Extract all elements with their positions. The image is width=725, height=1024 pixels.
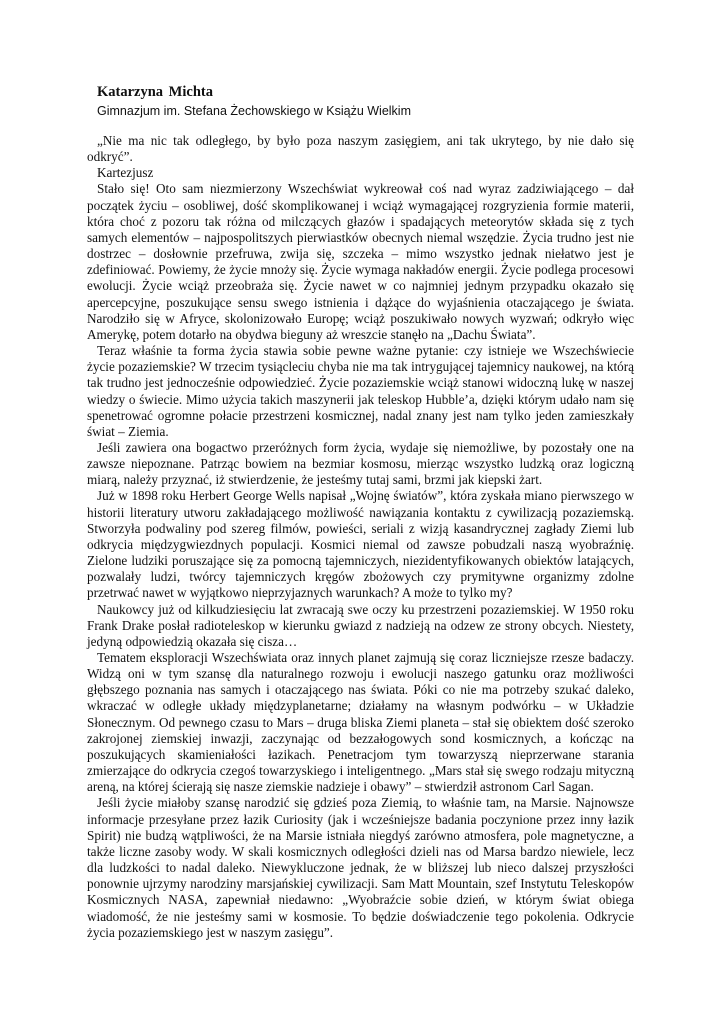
paragraph: Stało się! Oto sam niezmierzony Wszechświat wykreował coś nad wyraz zadziwiającego – dał początek życiu – osobliwej, dość skomplikowanej i wciąż wymagającej rozgryzienia formie materii, która choć z pozoru tak różna od milczących głazów i spadających meteorytów składa się z tych samych elementów – najpospolitszych pierwiastków obecnych niemal wszędzie. Życia trudno jest nie dostrzec – dosłownie przefruwa, zwija się, szczeka – mimo wszystko jednak niełatwo jest je zdefiniować. Powiemy, że życie mnoży się. Życie wymaga nakładów energii. Życie podlega procesowi ewolucji. Życie wciąż przeobraża się. Życie nawet w co najmniej jednym przypadku okazało się apercepcyjne, poszukujące sensu swego istnienia i dążące do wyjaśnienia otaczającego je świata. Narodziło się w Afryce, skolonizowało Europę; wciąż poszukiwało nowych wyzwań; odkryło więc Amerykę, potem dotarło na obydwa bieguny aż wreszcie stanęło na „Dachu Świata”. <box>87 181 634 342</box>
document-page <box>87 84 634 941</box>
author-name: Katarzyna Michta <box>97 84 213 100</box>
paragraph: Już w 1898 roku Herbert George Wells napisał „Wojnę światów”, która zyskała miano pierwszego w historii literatury utworu zakładającego możliwość nawiązania kontaktu z cywilizacją pozaziemską. Stworzyła podwaliny pod szereg filmów, powieści, seriali z wizją kasandrycznej zagłady Ziemi lub odkrycia międzygwiezdnych populacji. Kosmici niemal od zawsze pobudzali naszą wyobraźnię. Zielone ludziki poruszające się za pomocną tajemniczych, niezidentyfikowanych obiektów latających, pozwalały ludzi, twórcy tajemniczych kręgów zbożowych czy prymitywne organizmy zdolne przetrwać nawet w wyjątkowo nieprzyjaznych warunkach? A może to tylko my? <box>87 488 634 601</box>
epigraph-quote: „Nie ma nic tak odległego, by było poza naszym zasięgiem, ani tak ukrytego, by nie dało się odkryć”. <box>87 133 634 165</box>
paragraph: Jeśli życie miałoby szansę narodzić się gdzieś poza Ziemią, to właśnie tam, na Marsie. Najnowsze informacje przesyłane przez łazik Curiosity (jak i wcześniejsze badania poczynione przez inny łazik Spirit) nie budzą wątpliwości, że na Marsie istniała niegdyś zarówno atmosfera, pole magnetyczne, a także liczne zasoby wody. W skali kosmicznych odległości dzieli nas od Marsa bardzo niewiele, lecz dla ludzkości to nadal daleko. Niewykluczone jednak, że w bliższej lub nieco dalszej przyszłości ponownie ujrzymy narodziny marsjańskiej cywilizacji. Sam Matt Mountain, szef Instytutu Teleskopów Kosmicznych NASA, zapewniał niedawno: „Wyobraźcie sobie dzień, w którym świat obiega wiadomość, że nie jesteśmy sami w kosmosie. To będzie doświadczenie tego pokolenia. Odkrycie życia pozaziemskiego jest w naszym zasięgu”. <box>87 795 634 940</box>
epigraph-source: Kartezjusz <box>97 165 154 181</box>
paragraph: Naukowcy już od kilkudziesięciu lat zwracają swe oczy ku przestrzeni pozaziemskiej. W 1950 roku Frank Drake posłał radioteleskop w kierunku gwiazd z nadzieją na odzew ze strony obcych. Niestety, jedyną odpowiedzią okazała się cisza… <box>87 601 634 649</box>
paragraph: Teraz właśnie ta forma życia stawia sobie pewne ważne pytanie: czy istnieje we Wszechświecie życie pozaziemskie? W trzecim tysiącleciu chyba nie ma tak intrygującej tajemnicy naukowej, na którą tak trudno jest jednocześnie odpowiedzieć. Życie pozaziemskie wciąż stanowi widoczną lukę w naszej wiedzy o świecie. Mimo użycia takich maszynerii jak teleskop Hubble’a, dzięki którym udało nam się spenetrować ogromne połacie przestrzeni kosmicznej, nadal znany jest nam tylko jeden zamieszkały świat – Ziemia. <box>87 343 634 439</box>
essay-body <box>87 133 634 941</box>
school-name: Gimnazjum im. Stefana Żechowskiego w Książu Wielkim <box>97 104 411 118</box>
paragraph: Jeśli zawiera ona bogactwo przeróżnych form życia, wydaje się niemożliwe, by pozostały one na zawsze niepoznane. Patrząc bowiem na bezmiar kosmosu, mierząc wszystko ludzką oraz logiczną miarą, należy przyznać, iż stwierdzenie, że jesteśmy tutaj sami, brzmi jak kiepski żart. <box>87 439 634 488</box>
paragraph: Tematem eksploracji Wszechświata oraz innych planet zajmują się coraz liczniejsze rzesze badaczy. Widzą oni w tym szansę dla naturalnego rozwoju i ewolucji naszego gatunku oraz możliwości głębszego poznania nas samych i otaczającego nas świata. Póki co nie ma potrzeby szukać daleko, wkraczać w odległe układy międzyplanetarne; działamy na własnym podwórku – w Układzie Słonecznym. Od pewnego czasu to Mars – druga bliska Ziemi planeta – stał się obiektem dość szeroko zakrojonej ziemskiej inwazji, zaczynając od bezzałogowych sond kosmicznych, a kończąc na poszukujących skamieniałości łazikach. Penetracjom tym towarzyszą nieprzerwane starania zmierzające do odkrycia czegoś towarzyskiego i inteligentnego. „Mars stał się swego rodzaju mityczną areną, na której ścierają się nasze ziemskie nadzieje i obawy” – stwierdził astronom Carl Sagan. <box>87 650 634 795</box>
